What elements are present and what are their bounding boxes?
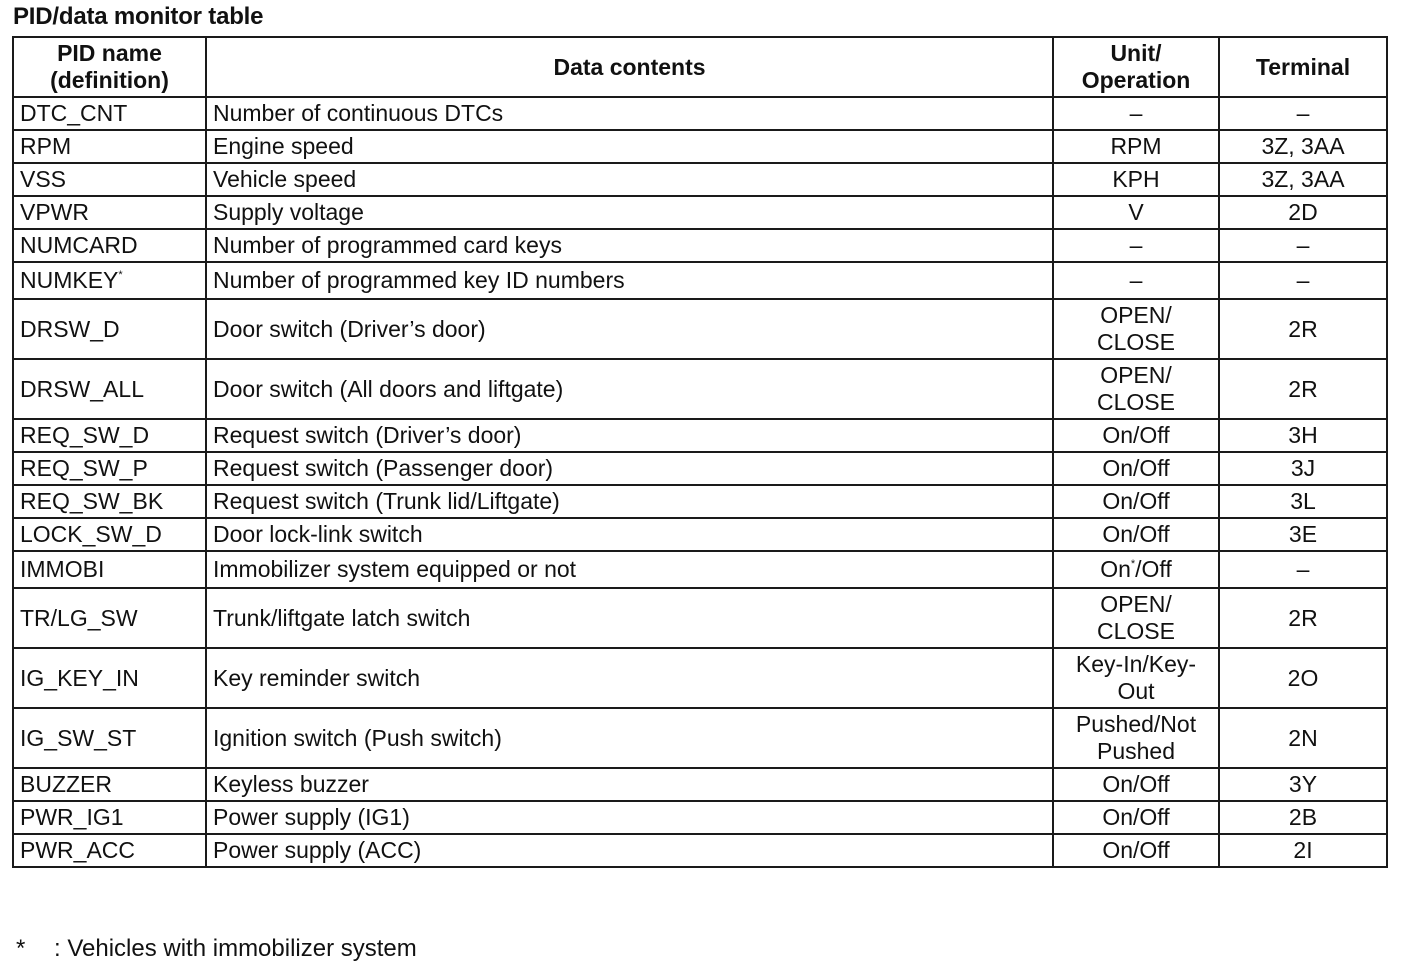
unit-cell <box>1053 452 1219 485</box>
table-row <box>13 130 1387 163</box>
data-contents-cell: Supply voltage <box>206 196 1053 229</box>
unit-value: – <box>1129 100 1143 126</box>
unit-value: On/Off <box>1102 771 1170 797</box>
data-contents-cell: Number of continuous DTCs <box>206 97 1053 130</box>
data-contents-cell: Engine speed <box>206 130 1053 163</box>
pid-name: IG_SW_ST <box>20 724 137 751</box>
pid-cell <box>13 588 206 648</box>
pid-cell <box>13 834 206 867</box>
table-row <box>13 485 1387 518</box>
footnote-mark: * <box>16 935 26 962</box>
pid-data-monitor-table <box>12 36 1388 868</box>
terminal-cell: 3Z, 3AA <box>1219 130 1387 163</box>
unit-cell <box>1053 485 1219 518</box>
pid-name: VPWR <box>20 199 89 225</box>
pid-cell <box>13 229 206 262</box>
data-contents-cell: Power supply (ACC) <box>206 834 1053 867</box>
unit-value: OPEN/ CLOSE <box>1097 362 1175 415</box>
unit-value: On <box>1100 556 1131 582</box>
terminal-cell: 2D <box>1219 196 1387 229</box>
footnote-marker: * <box>1130 558 1136 570</box>
footnote-marker: * <box>118 269 123 281</box>
data-contents-cell: Door switch (All doors and liftgate) <box>206 359 1053 419</box>
unit-value: – <box>1129 267 1143 293</box>
unit-cell <box>1053 262 1219 299</box>
column-header-data-contents: Data contents <box>206 37 1053 97</box>
terminal-cell: 2N <box>1219 708 1387 768</box>
pid-cell <box>13 648 206 708</box>
unit-value: Key-In/Key-Out <box>1075 651 1197 704</box>
data-contents-cell: Immobilizer system equipped or not <box>206 551 1053 588</box>
table-row <box>13 229 1387 262</box>
pid-name: DRSW_D <box>20 315 120 342</box>
pid-name: TR/LG_SW <box>20 604 138 631</box>
table-row <box>13 801 1387 834</box>
unit-cell <box>1053 419 1219 452</box>
table-row <box>13 708 1387 768</box>
terminal-cell: 3J <box>1219 452 1387 485</box>
unit-value: On/Off <box>1102 521 1170 547</box>
terminal-cell: – <box>1219 551 1387 588</box>
pid-name: NUMKEY <box>20 267 119 293</box>
pid-cell <box>13 452 206 485</box>
pid-name: REQ_SW_BK <box>20 488 164 514</box>
data-contents-cell: Number of programmed key ID numbers <box>206 262 1053 299</box>
unit-value: OPEN/ CLOSE <box>1097 302 1175 355</box>
terminal-cell: – <box>1219 229 1387 262</box>
pid-cell <box>13 485 206 518</box>
table-header-row <box>13 37 1387 97</box>
data-contents-cell: Door lock-link switch <box>206 518 1053 551</box>
terminal-cell: 2R <box>1219 299 1387 359</box>
pid-cell <box>13 97 206 130</box>
table-row <box>13 163 1387 196</box>
pid-cell <box>13 518 206 551</box>
unit-value: – <box>1129 232 1143 258</box>
pid-name: REQ_SW_D <box>20 422 150 448</box>
unit-cell <box>1053 518 1219 551</box>
pid-name: VSS <box>20 166 67 192</box>
unit-value: On/Off <box>1102 455 1170 481</box>
unit-cell <box>1053 551 1219 588</box>
unit-value: On/Off <box>1102 422 1170 448</box>
terminal-cell: 3L <box>1219 485 1387 518</box>
pid-cell <box>13 299 206 359</box>
table-row <box>13 299 1387 359</box>
pid-cell <box>13 196 206 229</box>
data-contents-cell: Ignition switch (Push switch) <box>206 708 1053 768</box>
terminal-cell: – <box>1219 97 1387 130</box>
pid-name: RPM <box>20 133 72 159</box>
unit-cell <box>1053 97 1219 130</box>
unit-cell <box>1053 801 1219 834</box>
pid-name: DTC_CNT <box>20 100 128 126</box>
unit-value: Pushed/Not Pushed <box>1075 711 1197 764</box>
unit-value: OPEN/ CLOSE <box>1097 591 1175 644</box>
unit-value: On/Off <box>1102 804 1170 830</box>
pid-name: IMMOBI <box>20 556 105 582</box>
pid-name: DRSW_ALL <box>20 375 144 402</box>
data-contents-cell: Request switch (Driver’s door) <box>206 419 1053 452</box>
unit-value: KPH <box>1112 166 1160 192</box>
table-row <box>13 262 1387 299</box>
terminal-cell: 2O <box>1219 648 1387 708</box>
data-contents-cell: Keyless buzzer <box>206 768 1053 801</box>
unit-value: On/Off <box>1102 837 1170 863</box>
unit-cell <box>1053 229 1219 262</box>
pid-name: PWR_IG1 <box>20 804 124 830</box>
table-row <box>13 768 1387 801</box>
unit-cell <box>1053 196 1219 229</box>
pid-cell <box>13 359 206 419</box>
unit-value: V <box>1128 199 1144 225</box>
table-row <box>13 196 1387 229</box>
pid-cell <box>13 163 206 196</box>
unit-value: RPM <box>1110 133 1162 159</box>
pid-cell <box>13 419 206 452</box>
pid-name: LOCK_SW_D <box>20 521 162 547</box>
table-row <box>13 648 1387 708</box>
data-contents-cell: Key reminder switch <box>206 648 1053 708</box>
data-contents-cell: Power supply (IG1) <box>206 801 1053 834</box>
unit-value: On/Off <box>1102 488 1170 514</box>
data-contents-cell: Number of programmed card keys <box>206 229 1053 262</box>
footnote <box>16 935 417 963</box>
unit-cell <box>1053 359 1219 419</box>
pid-name: REQ_SW_P <box>20 455 148 481</box>
table-row <box>13 588 1387 648</box>
table-row <box>13 419 1387 452</box>
pid-cell <box>13 130 206 163</box>
unit-cell <box>1053 768 1219 801</box>
unit-cell <box>1053 299 1219 359</box>
unit-cell <box>1053 834 1219 867</box>
unit-cell <box>1053 130 1219 163</box>
pid-name: PWR_ACC <box>20 837 136 863</box>
pid-cell <box>13 768 206 801</box>
table-row <box>13 97 1387 130</box>
terminal-cell: 3H <box>1219 419 1387 452</box>
data-contents-cell: Request switch (Trunk lid/Liftgate) <box>206 485 1053 518</box>
terminal-cell: 3Z, 3AA <box>1219 163 1387 196</box>
table-row <box>13 834 1387 867</box>
pid-cell <box>13 801 206 834</box>
column-header-unit-operation: Unit/ Operation <box>1053 37 1219 97</box>
unit-cell <box>1053 648 1219 708</box>
data-contents-cell: Trunk/liftgate latch switch <box>206 588 1053 648</box>
unit-suffix: /Off <box>1135 556 1172 582</box>
data-contents-cell: Door switch (Driver’s door) <box>206 299 1053 359</box>
pid-cell <box>13 551 206 588</box>
terminal-cell: 2R <box>1219 359 1387 419</box>
terminal-cell: 3Y <box>1219 768 1387 801</box>
terminal-cell: 2R <box>1219 588 1387 648</box>
pid-cell <box>13 708 206 768</box>
table-row <box>13 452 1387 485</box>
pid-cell <box>13 262 206 299</box>
table-row <box>13 359 1387 419</box>
table-row <box>13 551 1387 588</box>
terminal-cell: – <box>1219 262 1387 299</box>
table-row <box>13 518 1387 551</box>
pid-name: IG_KEY_IN <box>20 664 139 691</box>
pid-name: NUMCARD <box>20 232 138 258</box>
footnote-text: : Vehicles with immobilizer system <box>54 935 417 962</box>
page-title: PID/data monitor table <box>13 3 264 30</box>
terminal-cell: 2B <box>1219 801 1387 834</box>
terminal-cell: 2I <box>1219 834 1387 867</box>
terminal-cell: 3E <box>1219 518 1387 551</box>
data-contents-cell: Vehicle speed <box>206 163 1053 196</box>
unit-cell <box>1053 708 1219 768</box>
unit-cell <box>1053 588 1219 648</box>
column-header-pid-name: PID name (definition) <box>13 37 206 97</box>
unit-cell <box>1053 163 1219 196</box>
data-contents-cell: Request switch (Passenger door) <box>206 452 1053 485</box>
pid-name: BUZZER <box>20 771 112 797</box>
column-header-terminal: Terminal <box>1219 37 1387 97</box>
